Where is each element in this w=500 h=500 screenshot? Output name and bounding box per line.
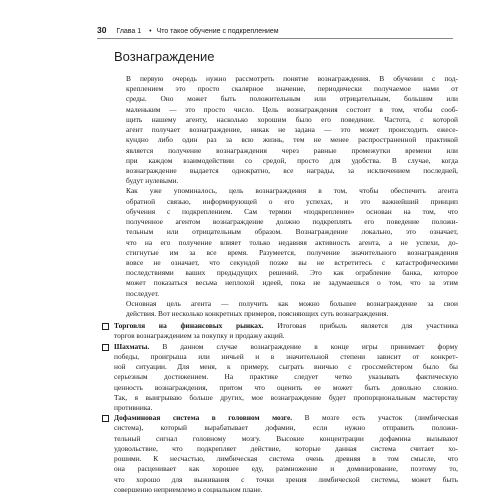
text-line: маленьким — это просто число. Цель вознаграждения состоит в том, чтобы сооб-: [126, 104, 458, 114]
text-line: Основная цель агента — получить как можно большее вознаграждение за свои: [126, 298, 458, 308]
text-line: Как уже упоминалось, цель вознаграждения в том, чтобы обеспечить агента: [126, 186, 458, 196]
text-line: тельным или отрицательным образом. Вознаграждение локально, это означает,: [126, 227, 458, 237]
text-line: система), который вырабатывает дофамин, если нужно отправить положи-: [114, 423, 458, 433]
text-line: торгов вознаграждением за покупку и продажу акций.: [114, 331, 285, 341]
text-line: последствиями ваших предыдущих решений. Это как ограбление банка, которое: [126, 268, 458, 278]
page-header: [97, 26, 453, 39]
bullet-list: [114, 321, 458, 495]
text-line: будут нулевыми.: [126, 176, 179, 186]
section-title: Вознаграждение: [114, 49, 215, 64]
bullet-item: [114, 342, 458, 414]
text-line: действия. Вот несколько конкретных примеров, поясняющих суть вознаграждения.: [126, 309, 389, 319]
text-line: [114, 413, 458, 423]
body-text: [114, 74, 458, 495]
bullet-term: Торговля на финансовых рынках.: [114, 321, 264, 331]
text-line: среды. Оно может быть положительным или отрицательным, большим или: [126, 94, 458, 104]
bullet-term: Дофаминовая система в головном мозге.: [114, 413, 293, 423]
bullet-text: В мозге есть участок (лимбическая: [304, 413, 458, 423]
text-line: противника.: [114, 403, 153, 412]
text-line: при каждом взаимодействии со средой, просто для удобства. В случае, когда: [126, 155, 458, 165]
paragraph: [114, 299, 458, 319]
text-line: удовольствие, что подкрепляет действие, которые данная система считает хо-: [114, 443, 458, 453]
text-line: является получение вознаграждения через равные промежутки времени или: [126, 145, 458, 155]
text-line: полученное агентом вознаграждение должно подкреплять его поведение положи-: [126, 217, 458, 227]
bullet-text: Итоговая прибыль является для участника: [277, 321, 458, 331]
text-line: [114, 342, 458, 352]
text-line: вознаграждение выдается однократно, все награды, за исключением последней,: [126, 165, 458, 175]
text-line: что на его получение влияет только недавняя активность агента, а не успехи, до-: [126, 237, 458, 247]
text-line: что хорошо для выживания с точки зрения лимбической системы, может быть: [114, 474, 458, 484]
text-line: креплением это просто скалярное значение, периодически получаемое нами от: [126, 84, 458, 94]
paragraph: [114, 186, 458, 298]
page-number: 30: [97, 25, 107, 35]
text-line: В первую очередь нужно рассмотреть понятие вознаграждения. В обучении с под-: [126, 74, 458, 83]
checkbox-bullet-icon: [102, 323, 109, 330]
paragraphs: [114, 74, 458, 319]
bullet-item: [114, 321, 458, 341]
text-line: она расценивает как хорошее еду, размножение и доминирование, поэтому то,: [114, 464, 458, 474]
text-line: обучения с подкреплением. Сам термин «подкрепление» основан на том, что: [126, 206, 458, 216]
text-line: совершенно неприемлемо в социальном плане.: [114, 484, 263, 494]
text-line: тельный сигнал головному мозгу. Высокие концентрации дофамина вызывают: [114, 433, 458, 443]
text-line: ной ситуации. Для меня, к примеру, сыграть вничью с гроссмейстером было бы: [114, 362, 458, 372]
checkbox-bullet-icon: [102, 415, 109, 422]
text-line: рошими. К несчастью, лимбическая система очень древняя в том смысле, что: [114, 454, 458, 464]
chapter-label: Глава 1: [116, 28, 142, 35]
text-line: агент получает вознаграждение, никак не задана — это может происходить ежесе-: [126, 125, 458, 135]
text-line: Так, я выигрываю больше других, мое вознаграждение будет пропорциональным мастерству: [114, 392, 458, 402]
bullet-term: Шахматы.: [114, 341, 150, 351]
text-line: стигнутые им за все время. Разумеется, получение значительного вознаграждения: [126, 247, 458, 257]
chapter-title: Что такое обучение с подкреплением: [156, 28, 279, 35]
text-line: может показаться весьма неплохой идеей, пока не задумаешься о том, что за этим: [126, 278, 458, 288]
text-line: щить нашему агенту, насколько хорошим было его поведение. Частота, с которой: [126, 114, 458, 124]
text-line: ценность вознаграждения, притом что оценить ее может быть довольно сложно.: [114, 382, 458, 392]
text-line: обратной связью, информирующей о его успехах, и это важнейший принцип: [126, 196, 458, 206]
text-line: последует.: [126, 288, 160, 298]
checkbox-bullet-icon: [102, 344, 109, 351]
text-line: вовсе не означает, что секундой позже вы не встретитесь с катастрофическими: [126, 257, 458, 267]
bullet-text: В данном случае вознаграждение в конце игры принимает форму: [162, 341, 459, 351]
header-separator: •: [149, 28, 152, 35]
text-line: победы, проигрыша или ничьей и в значительной степени зависит от конкрет-: [114, 351, 458, 361]
bullet-item: [114, 413, 458, 495]
text-line: [114, 321, 458, 331]
text-line: кундно либо один раз за всю жизнь, тем не менее распространенной практикой: [126, 135, 458, 145]
paragraph: [114, 74, 458, 186]
text-line: серьезным достижением. На практике следует четко указывать фактическую: [114, 372, 458, 382]
